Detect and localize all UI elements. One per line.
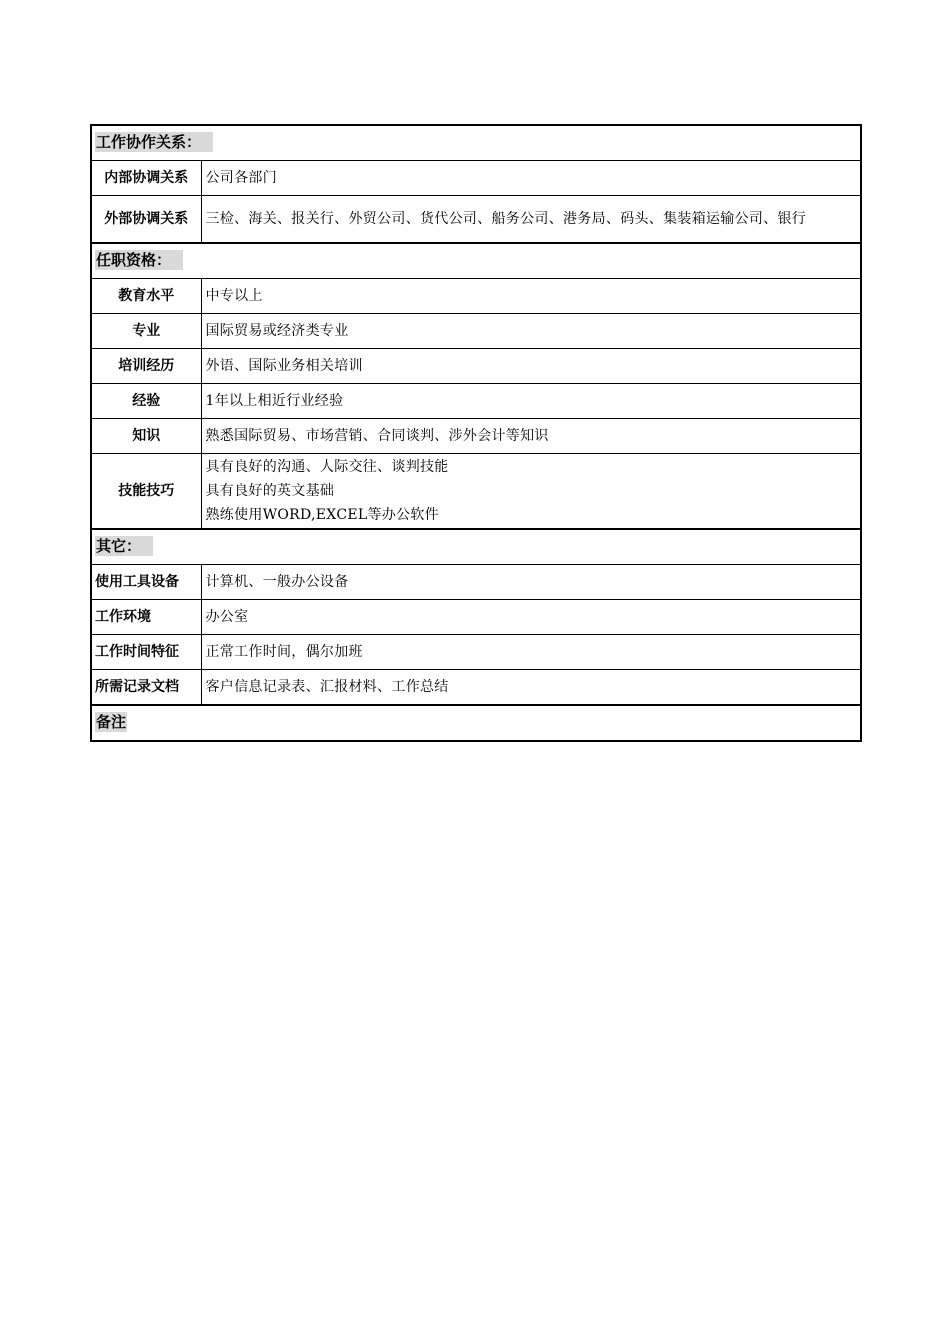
label-required-documents: 所需记录文档: [91, 670, 201, 706]
value-tools: 计算机、一般办公设备: [201, 565, 861, 600]
label-education: 教育水平: [91, 279, 201, 314]
table-row: [91, 419, 861, 454]
table-row: [91, 454, 861, 530]
value-external-coordination: 三检、海关、报关行、外贸公司、货代公司、船务公司、港务局、码头、集装箱运输公司、银行: [201, 196, 861, 244]
table-row: [91, 670, 861, 706]
label-knowledge: 知识: [91, 419, 201, 454]
skills-line: 熟练使用WORD,EXCEL等办公软件: [205, 507, 439, 523]
table-row: [91, 349, 861, 384]
section-header-qualifications: [91, 243, 861, 279]
label-tools: 使用工具设备: [91, 565, 201, 600]
value-knowledge: 熟悉国际贸易、市场营销、合同谈判、涉外会计等知识: [201, 419, 861, 454]
label-experience: 经验: [91, 384, 201, 419]
label-work-environment: 工作环境: [91, 600, 201, 635]
table-row: [91, 600, 861, 635]
value-skills: [201, 454, 861, 530]
section-title-other: 其它：: [95, 536, 153, 556]
section-header-coordination: [91, 125, 861, 161]
value-internal-coordination: 公司各部门: [201, 161, 861, 196]
table-row: [91, 161, 861, 196]
table-row: [91, 279, 861, 314]
table-row: [91, 314, 861, 349]
value-major: 国际贸易或经济类专业: [201, 314, 861, 349]
section-title-qualifications: 任职资格：: [95, 250, 183, 270]
value-training: 外语、国际业务相关培训: [201, 349, 861, 384]
value-work-environment: 办公室: [201, 600, 861, 635]
value-experience: 1年以上相近行业经验: [201, 384, 861, 419]
table-row: [91, 565, 861, 600]
table-row: [91, 635, 861, 670]
section-header-other: [91, 529, 861, 565]
section-title-remarks: 备注: [96, 713, 127, 731]
table-row: [91, 384, 861, 419]
skills-line: 具有良好的英文基础: [205, 483, 335, 499]
section-header-remarks: [91, 705, 861, 741]
value-education: 中专以上: [201, 279, 861, 314]
value-required-documents: 客户信息记录表、汇报材料、工作总结: [201, 670, 861, 706]
label-internal-coordination: 内部协调关系: [91, 161, 201, 196]
table-row: [91, 196, 861, 244]
label-skills: 技能技巧: [91, 454, 201, 530]
label-work-hours: 工作时间特征: [91, 635, 201, 670]
job-description-table: [90, 124, 862, 742]
label-major: 专业: [91, 314, 201, 349]
section-title-coordination: 工作协作关系：: [95, 132, 213, 152]
skills-line: 具有良好的沟通、人际交往、谈判技能: [205, 459, 449, 475]
label-external-coordination: 外部协调关系: [91, 196, 201, 244]
label-training: 培训经历: [91, 349, 201, 384]
value-work-hours: 正常工作时间，偶尔加班: [201, 635, 861, 670]
